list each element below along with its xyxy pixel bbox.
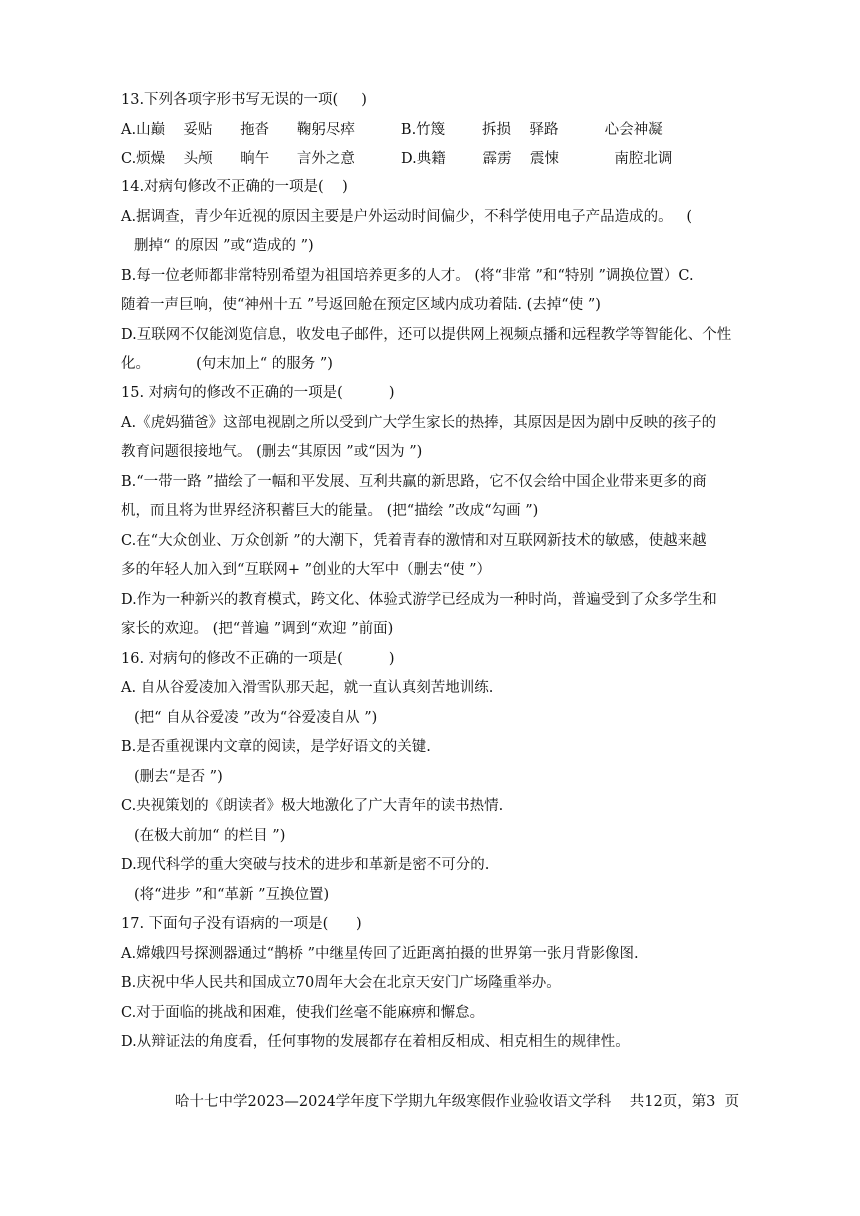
q15-option-b-cont: 机，而且将为世界经济积蓄巨大的能量。 (把“描绘 ”改成“勾画 ”) <box>121 503 539 519</box>
q16-option-c-note: (在极大前加“ 的栏目 ”) <box>134 828 286 844</box>
q17-option-b: B.庆祝中华人民共和国成立70周年大会在北京天安门广场隆重举办。 <box>121 975 561 991</box>
q14-option-b: B.每一位老师都非常特别希望为祖国培养更多的人才。 (将“非常 ”和“特别 ”调换位置）C. <box>121 268 694 284</box>
q15-option-c-cont: 多的年轻人加入到“互联网+ ”创业的大军中（删去“使 ”） <box>121 562 492 578</box>
q16-option-d-note: (将“进步 ”和“革新 ”互换位置) <box>134 887 330 903</box>
q14-option-a: A.据调查，青少年近视的原因主要是户外运动时间偏少，不科学使用电子产品造成的。 ( <box>121 209 693 225</box>
page-footer: 哈十七中学2023—2024学年度下学期九年级寒假作业验收语文学科 共12页，第3 页 <box>175 1094 740 1110</box>
q13-stem: 13.下列各项字形书写无误的一项( ) <box>121 92 367 108</box>
q14-option-d: D.互联网不仅能浏览信息，收发电子邮件，还可以提供网上视频点播和远程教学等智能化、个性 <box>121 327 732 343</box>
q13-options-cd: C.烦燥 头颅 晌午 言外之意 D.典籍 霹雳 震悚 南腔北调 <box>121 151 673 167</box>
q14-stem: 14.对病句修改不正确的一项是( ) <box>121 179 348 195</box>
q15-option-c: C.在“大众创业、万众创新 ”的大潮下，凭着青春的激情和对互联网新技术的敏感，使越来越 <box>121 533 707 549</box>
q16-option-a: A. 自从谷爱凌加入滑雪队那天起，就一直认真刻苦地训练. <box>121 680 494 696</box>
q15-option-a-cont: 教育问题很接地气。 (删去“其原因 ”或“因为 ”) <box>121 444 423 460</box>
q16-option-d: D.现代科学的重大突破与技术的进步和革新是密不可分的. <box>121 857 490 873</box>
q15-stem: 15. 对病句的修改不正确的一项是( ) <box>121 385 395 401</box>
q16-option-a-note: (把“ 自从谷爱凌 ”改为“谷爱凌自从 ”) <box>134 710 378 726</box>
q15-option-d: D.作为一种新兴的教育模式，跨文化、体验式游学已经成为一种时尚，普遍受到了众多学生和 <box>121 592 717 608</box>
q17-stem: 17. 下面句子没有语病的一项是( ) <box>121 916 362 932</box>
q15-option-b: B.“一带一路 ”描绘了一幅和平发展、互利共赢的新思路，它不仅会给中国企业带来更多的商 <box>121 474 707 490</box>
q13-options-ab: A.山巅 妥贴 拖沓 鞠躬尽瘁 B.竹篾 拆损 驿路 心会神凝 <box>121 122 663 138</box>
q16-option-c: C.央视策划的《朗读者》极大地激化了广大青年的读书热情. <box>121 798 504 814</box>
q17-option-c: C.对于面临的挑战和困难，使我们丝毫不能麻痹和懈怠。 <box>121 1005 485 1021</box>
q16-option-b-note: (删去“是否 ”) <box>134 769 223 785</box>
q17-option-a: A.嫦娥四号探测器通过“鹊桥 ”中继星传回了近距离拍摄的世界第一张月背影像图. <box>121 946 639 962</box>
q14-option-c: 随着一声巨响，使“神州十五 ”号返回舱在预定区域内成功着陆. (去掉“使 ”) <box>121 297 601 313</box>
q16-stem: 16. 对病句的修改不正确的一项是( ) <box>121 651 395 667</box>
q16-option-b: B.是否重视课内文章的阅读，是学好语文的关键. <box>121 739 431 755</box>
q15-option-d-cont: 家长的欢迎。 (把“普遍 ”调到“欢迎 ”前面) <box>121 621 394 637</box>
q17-option-d: D.从辩证法的角度看，任何事物的发展都存在着相反相成、相克相生的规律性。 <box>121 1034 630 1050</box>
q15-option-a: A.《虎妈猫爸》这部电视剧之所以受到广大学生家长的热捧，其原因是因为剧中反映的孩子的 <box>121 415 717 431</box>
q14-option-d-note: 化。 (句末加上“ 的服务 ”) <box>121 356 333 372</box>
q14-option-a-note: 删掉“ 的原因 ”或“造成的 ”) <box>134 238 314 254</box>
